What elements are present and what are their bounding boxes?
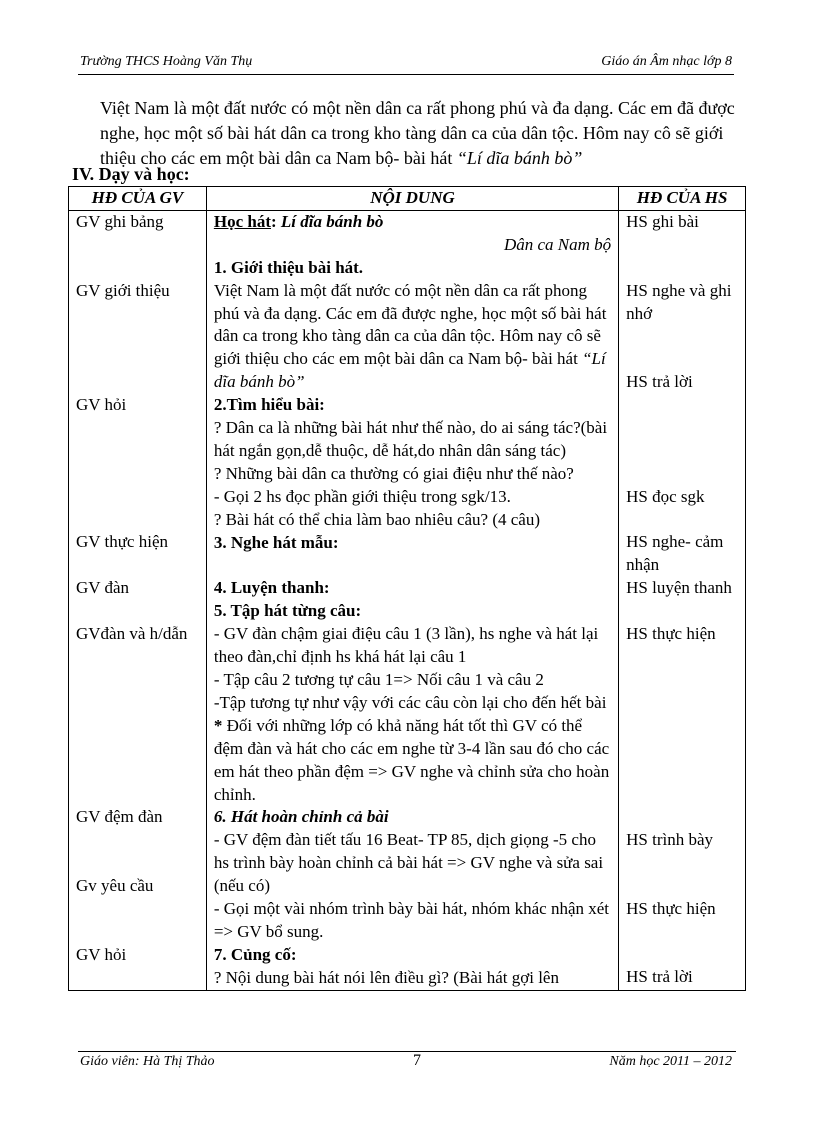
- table-header-row: [69, 187, 746, 211]
- hs-column: [619, 210, 746, 990]
- step-title: 4. Luyện thanh:: [213, 578, 330, 598]
- step-text: * Đối với những lớp có khả năng hát tốt thì GV có thể đệm đàn và hát cho các em nghe từ 3-4 lần sau đó cho các em hát theo phần đệm => GV nghe và chỉnh sửa cho hoàn chỉnh.: [213, 715, 610, 804]
- hs-item: HS trả lời: [626, 372, 693, 392]
- song-label: Học hát: [213, 211, 271, 231]
- hs-item: HS thực hiện: [626, 898, 716, 918]
- footer-teacher: Giáo viên: Hà Thị Thảo: [80, 1054, 215, 1069]
- gv-item: Gv yêu cầu: [76, 875, 154, 895]
- hs-item: HS nghe và ghi nhớ: [626, 280, 732, 323]
- step-text: ? Dân ca là những bài hát như thế nào, do ai sáng tác?(bài hát ngắn gọn,dễ thuộc, dễ hát,do nhân dân sáng tác): [213, 418, 608, 460]
- gv-item: GVđàn và h/dẫn: [76, 624, 188, 644]
- footer-page-number: 7: [413, 1052, 421, 1069]
- step-text: -Tập tương tự như vậy với các câu còn lại cho đến hết bài: [213, 692, 607, 712]
- step-title: 2.Tìm hiểu bài:: [213, 395, 325, 415]
- step-text: ? Những bài dân ca thường có giai điệu như thế nào?: [213, 463, 574, 483]
- table-row: [69, 210, 746, 990]
- step-text: - Gọi một vài nhóm trình bày bài hát, nhóm khác nhận xét => GV bổ sung.: [213, 899, 610, 941]
- step-text: - Gọi 2 hs đọc phần giới thiệu trong sgk/13.: [213, 486, 511, 506]
- song-origin: Dân ca Nam bộ: [503, 234, 612, 254]
- intro-quote: “Lí dĩa bánh bò”: [456, 148, 583, 168]
- hs-item: HS ghi bài: [626, 211, 699, 231]
- gv-item: GV hỏi: [76, 395, 127, 415]
- page-header: [78, 54, 734, 75]
- song-heading: Học hát: Lí dĩa bánh bò: [213, 211, 384, 231]
- gv-item: GV giới thiệu: [76, 280, 170, 300]
- step-text: - Tập câu 2 tương tự câu 1=> Nối câu 1 và câu 2: [213, 670, 544, 690]
- step-title: 7. Củng cố:: [213, 944, 297, 964]
- gv-item: GV đệm đàn: [76, 807, 163, 827]
- intro-text: Việt Nam là một đất nước có một nền dân ca rất phong phú và đa dạng. Các em đã được nghe, học một số bài hát dân ca trong kho tàng dân ca của dân tộc. Hôm nay cô sẽ giới thiệu cho các em một bài dân ca Nam bộ- bài hát: [100, 98, 735, 168]
- header-school: Trường THCS Hoàng Văn Thụ: [80, 54, 253, 69]
- step-text: Việt Nam là một đất nước có một nền dân ca rất phong phú và đa dạng. Các em đã được nghe, học một số bài hát dân ca trong kho tàng dân ca của dân tộc. Hôm nay cô sẽ giới thiệu cho các em một bài dân ca Nam bộ- bài hát “Lí dĩa bánh bò”: [213, 280, 607, 392]
- step-text: - GV đàn chậm giai điệu câu 1 (3 lần), hs nghe và hát lại theo đàn,chỉ định hs khá hát lại câu 1: [213, 624, 599, 667]
- hs-item: HS nghe- cảm nhận: [626, 532, 724, 575]
- header-content: NỘI DUNG: [206, 187, 618, 211]
- gv-item: GV ghi bảng: [76, 211, 164, 231]
- header-hs: HĐ CỦA HS: [619, 187, 746, 211]
- step-text: - GV đệm đàn tiết tấu 16 Beat- TP 85, dịch giọng -5 cho hs trình bày hoàn chỉnh cả bài hát => GV nghe và sửa sai (nếu có): [213, 830, 604, 896]
- section-title: IV. Dạy và học:: [72, 164, 190, 184]
- step-title: 5. Tập hát từng câu:: [213, 601, 362, 621]
- step-title: 1. Giới thiệu bài hát.: [213, 257, 364, 277]
- step-title: 3. Nghe hát mẫu:: [213, 532, 339, 552]
- hs-item: HS trả lời: [626, 967, 693, 987]
- content-column: [206, 210, 618, 990]
- hs-item: HS luyện thanh: [626, 578, 732, 598]
- page-footer: [78, 1051, 736, 1076]
- lesson-table: [68, 186, 746, 991]
- song-title: Lí dĩa bánh bò: [280, 211, 384, 231]
- step-text: ? Nội dung bài hát nói lên điều gì? (Bài hát gợi lên: [213, 967, 559, 987]
- hs-item: HS đọc sgk: [626, 486, 705, 506]
- footer-year: Năm học 2011 – 2012: [609, 1054, 732, 1069]
- step-title: 6. Hát hoàn chỉnh cả bài: [213, 807, 389, 827]
- gv-item: GV thực hiện: [76, 532, 168, 552]
- gv-item: GV hỏi: [76, 944, 127, 964]
- gv-column: [69, 210, 207, 990]
- header-gv: HĐ CỦA GV: [69, 187, 207, 211]
- gv-item: GV đàn: [76, 578, 130, 598]
- header-subject: Giáo án Âm nhạc lớp 8: [601, 54, 732, 69]
- hs-item: HS thực hiện: [626, 624, 716, 644]
- intro-paragraph: [100, 96, 760, 171]
- step-text: ? Bài hát có thể chia làm bao nhiêu câu? (4 câu): [213, 509, 540, 529]
- hs-item: HS trình bày: [626, 830, 714, 850]
